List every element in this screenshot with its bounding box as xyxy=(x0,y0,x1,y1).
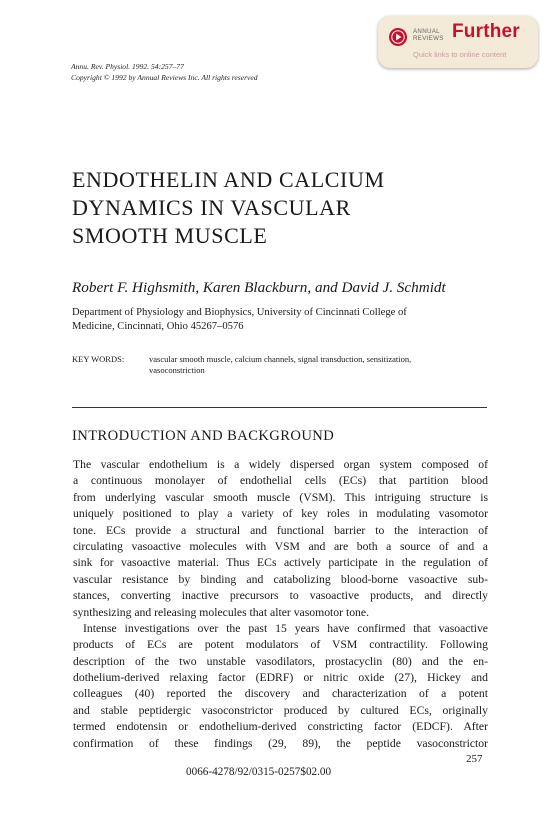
author-list: Robert F. Highsmith, Karen Blackburn, and David J. Schmidt xyxy=(72,279,446,296)
body-line: synthesizing and releasing molecules that alter vasomotor tone. xyxy=(73,605,369,619)
play-icon xyxy=(389,28,407,46)
body-line: dothelium-derived relaxing factor (EDRF) or nitric oxide (27), Hickey and xyxy=(73,671,488,685)
affiliation-line: Medicine, Cincinnati, Ohio 45267–0576 xyxy=(72,321,244,332)
body-line: uniquely positioned to play a variety of key roles in modulating vasomotor xyxy=(73,507,488,521)
page-number: 257 xyxy=(466,753,483,765)
keywords-label: KEY WORDS: xyxy=(72,354,125,364)
body-text xyxy=(73,457,488,752)
copyright-notice: Copyright © 1992 by Annual Reviews Inc. All rights reserved xyxy=(71,73,258,82)
title-line: ENDOTHELIN AND CALCIUM xyxy=(72,167,385,192)
keywords-line: vascular smooth muscle, calcium channels, signal transduction, sensitization, xyxy=(149,354,412,364)
body-line: vascular resistance by binding and catabolizing blood-borne vasoactive sub- xyxy=(73,572,488,586)
body-line: a continuous monolayer of endothelial cells (ECs) that partition blood xyxy=(73,474,488,488)
article-title xyxy=(72,166,492,250)
body-line: sink for vasoactive material. Thus ECs actively participate in the regulation of xyxy=(73,556,488,570)
further-links-badge[interactable] xyxy=(378,16,538,68)
further-label: Further xyxy=(452,21,520,42)
section-heading: INTRODUCTION AND BACKGROUND xyxy=(72,428,335,444)
annual-reviews-logo: ANNUAL REVIEWS xyxy=(413,28,444,42)
journal-citation xyxy=(71,61,258,83)
body-line: products of ECs are potent modulators of VSM contractility. Following xyxy=(73,638,488,652)
keywords-list xyxy=(149,354,489,376)
body-line: tone. ECs provide a structural and functional barrier to the interaction of xyxy=(73,523,488,537)
author-affiliation xyxy=(72,306,492,334)
body-line: from underlying vascular smooth muscle (VSM). This intriguing structure is xyxy=(73,490,488,504)
body-line: Intense investigations over the past 15 years have confirmed that vasoactive xyxy=(83,621,488,635)
journal-reference: Annu. Rev. Physiol. 1992. 54:257–77 xyxy=(71,62,184,71)
affiliation-line: Department of Physiology and Biophysics, University of Cincinnati College of xyxy=(72,307,407,318)
section-divider xyxy=(72,407,487,408)
title-line: SMOOTH MUSCLE xyxy=(72,223,268,248)
title-line: DYNAMICS IN VASCULAR xyxy=(72,195,351,220)
body-line: description of the two unstable vasodilators, prostacyclin (80) and the en- xyxy=(73,654,488,668)
body-line: confirmation of these findings (29, 89), the peptide vasoconstrictor xyxy=(73,736,488,750)
body-line: colleagues (40) reported the discovery and characterization of a potent xyxy=(73,687,488,701)
body-line: termed endotensin or endothelium-derived constricting factor (EDCF). After xyxy=(73,720,488,734)
body-line: stances, converting inactive precursors to vasoactive products, and directly xyxy=(73,589,488,603)
copyright-price-code: 0066-4278/92/0315-0257$02.00 xyxy=(186,766,332,778)
quick-links-text: Quick links to online content xyxy=(413,50,507,59)
body-line: and stable peptidergic vasoconstrictor produced by cultured ECs, originally xyxy=(73,703,488,717)
body-line: circulating vasoactive molecules with VSM and are both a source of and a xyxy=(73,539,488,553)
keywords-line: vasoconstriction xyxy=(149,365,205,375)
body-line: The vascular endothelium is a widely dispersed organ system composed of xyxy=(73,458,488,471)
